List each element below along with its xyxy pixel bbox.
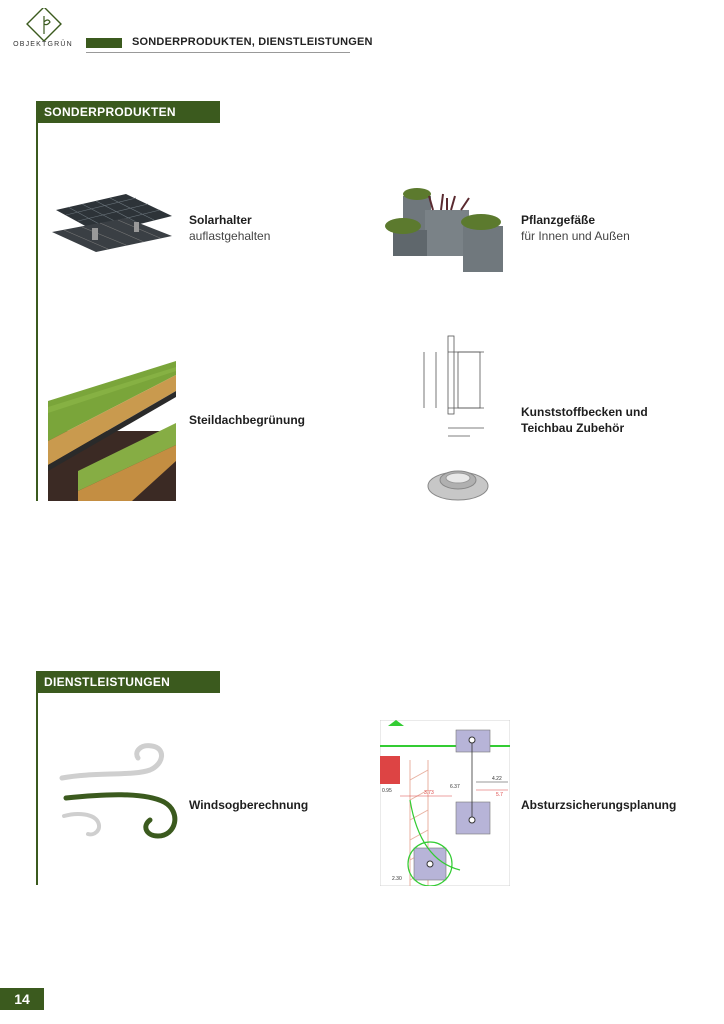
header-rule xyxy=(86,52,350,53)
logo-diamond-icon xyxy=(14,8,76,56)
item-title-steildach: Steildachbegrünung xyxy=(189,413,306,427)
item-title-kunststoffbecken-2: Teichbau Zubehör xyxy=(521,421,625,435)
item-title-windsog: Windsogberechnung xyxy=(189,798,309,812)
plan-label-d: 0.95 xyxy=(382,788,392,794)
plan-label-f: 5.7 xyxy=(496,792,503,798)
item-title-absturzsicherung: Absturzsicherungsplanung xyxy=(521,798,677,812)
plan-label-a: 4.22 xyxy=(492,776,502,782)
section-rule-dienstleistungen xyxy=(36,693,38,885)
item-title-pflanzgefaesse: Pflanzgefäße xyxy=(521,213,596,227)
page-number: 14 xyxy=(0,988,44,1010)
solar-mount-image xyxy=(48,188,176,258)
plan-label-b: 3.73 xyxy=(424,790,434,796)
header-accent-bar xyxy=(86,38,122,48)
plan-label-c: 6.37 xyxy=(450,784,460,790)
section-heading-dienstleistungen: DIENSTLEISTUNGEN xyxy=(36,671,220,693)
item-subtitle-pflanzgefaesse: für Innen und Außen xyxy=(521,229,630,243)
fall-protection-plan-image xyxy=(380,720,510,886)
pond-basin-drawing-image xyxy=(414,332,496,508)
page-header-title: SONDERPRODUKTEN, DIENSTLEISTUNGEN xyxy=(132,36,373,48)
item-subtitle-solarhalter: auflastgehalten xyxy=(189,229,271,243)
item-title-kunststoffbecken-1: Kunststoffbecken und xyxy=(521,405,648,419)
section-rule-sonderprodukten xyxy=(36,123,38,501)
green-roof-image xyxy=(48,361,176,501)
logo-text: OBJEKTGRÜN xyxy=(13,41,73,48)
wind-icon xyxy=(54,740,182,844)
section-heading-sonderprodukten: SONDERPRODUKTEN xyxy=(36,101,220,123)
planters-image xyxy=(381,182,509,274)
item-title-solarhalter: Solarhalter xyxy=(189,213,252,227)
plan-label-e: 2.30 xyxy=(392,876,402,882)
